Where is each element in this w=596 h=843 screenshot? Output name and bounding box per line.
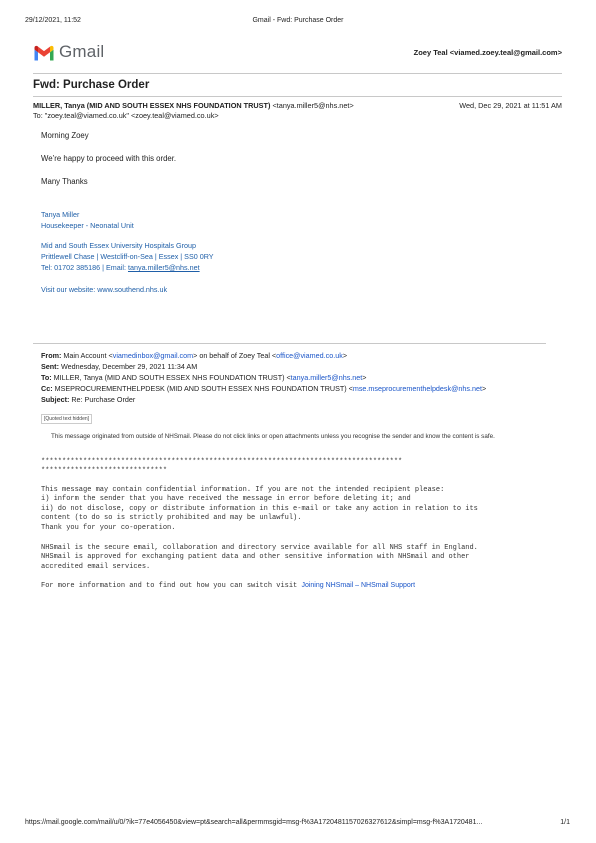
- divider: [33, 73, 562, 74]
- quoted-text-toggle[interactable]: [Quoted text hidden]: [41, 414, 92, 424]
- disclaimer-more-info: [41, 581, 415, 591]
- fwd-from-mid: > on behalf of Zoey Teal <: [193, 351, 277, 360]
- divider: [33, 96, 562, 97]
- fwd-from-label: From:: [41, 351, 62, 360]
- sender-email: <tanya.miller5@nhs.net>: [272, 101, 354, 110]
- message-date: Wed, Dec 29, 2021 at 11:51 AM: [459, 101, 562, 110]
- fwd-sent-value: Wednesday, December 29, 2021 11:34 AM: [60, 362, 198, 371]
- fwd-to-end: >: [362, 373, 367, 382]
- fwd-cc: [41, 384, 486, 393]
- body-line: We’re happy to proceed with this order.: [41, 154, 177, 163]
- disclaimer-stars: **************************************************************************************: [41, 458, 403, 466]
- signature-website[interactable]: Visit our website: www.southend.nhs.uk: [41, 285, 168, 294]
- body-greeting: Morning Zoey: [41, 131, 89, 140]
- signature-contact: [41, 263, 200, 272]
- fwd-from-email2-link[interactable]: office@viamed.co.uk: [276, 351, 343, 360]
- fwd-from-email-link[interactable]: viamedinbox@gmail.com: [112, 351, 194, 360]
- fwd-subject-label: Subject:: [41, 395, 70, 404]
- nhsmail-support-link[interactable]: Joining NHSmail – NHSmail Support: [301, 582, 416, 589]
- fwd-sent: [41, 362, 197, 371]
- fwd-to-email-link[interactable]: tanya.miller5@nhs.net: [290, 373, 363, 382]
- divider: [33, 343, 546, 344]
- message-sender: [33, 101, 354, 110]
- fwd-to: [41, 373, 367, 382]
- gmail-m-icon: [33, 44, 55, 61]
- fwd-cc-end: >: [482, 384, 487, 393]
- signature-tel: Tel: 01702 385186 | Email:: [41, 263, 128, 272]
- fwd-sent-label: Sent:: [41, 362, 59, 371]
- fwd-subject: [41, 395, 135, 404]
- signature-name: Tanya Miller: [41, 210, 80, 219]
- fwd-subject-value: Re: Purchase Order: [71, 395, 136, 404]
- disclaimer-nhsmail: NHSmail is the secure email, collaboration and directory service available for all NHS staff in England. NHSmail is approved for exchanging patient data and other sensitive information with NHSmail and other accredited email services.: [41, 544, 478, 571]
- fwd-from-text: Main Account <: [63, 351, 113, 360]
- external-warning: This message originated from outside of NHSmail. Please do not click links or open attachments unless you recognise the sender and know the content is safe.: [51, 433, 495, 440]
- signature-role: Housekeeper - Neonatal Unit: [41, 221, 134, 230]
- fwd-to-name: MILLER, Tanya (MID AND SOUTH ESSEX NHS FOUNDATION TRUST) <: [53, 373, 291, 382]
- fwd-cc-label: Cc:: [41, 384, 53, 393]
- gmail-wordmark: Gmail: [59, 42, 105, 61]
- print-datetime: 29/12/2021, 11:52: [25, 17, 81, 24]
- gmail-logo[interactable]: [33, 42, 104, 62]
- fwd-cc-email-link[interactable]: mse.mseprocurementhelpdesk@nhs.net: [352, 384, 482, 393]
- signature-email-link[interactable]: tanya.miller5@nhs.net: [127, 263, 200, 272]
- print-title: Gmail - Fwd: Purchase Order: [252, 17, 344, 24]
- disclaimer-confidential: This message may contain confidential information. If you are not the intended recipient please: i) inform the sender that you have received the message in error before deleting it; and ii) do not disclose, copy or distribute information in this e-mail or take any action in relation to its content (to do so is strictly prohibited and may be unlawful). Thank you for your co-operation.: [41, 486, 478, 532]
- account-label: Zoey Teal <viamed.zoey.teal@gmail.com>: [413, 48, 562, 57]
- thread-subject: Fwd: Purchase Order: [33, 79, 150, 91]
- print-url: https://mail.google.com/mail/u/0/?ik=77e4056450&view=pt&search=all&permmsgid=msg-f%3A1720481157026327612&simpl=msg-f%3A1720481...: [25, 819, 483, 826]
- sender-name: MILLER, Tanya (MID AND SOUTH ESSEX NHS FOUNDATION TRUST): [33, 101, 271, 110]
- fwd-cc-name: MSEPROCUREMENTHELPDESK (MID AND SOUTH ESSEX NHS FOUNDATION TRUST) <: [54, 384, 353, 393]
- signature-address: Prittlewell Chase | Westcliff-on-Sea | Essex | SS0 0RY: [41, 252, 214, 261]
- disclaimer-more-info-text: For more information and to find out how you can switch visit: [41, 582, 302, 590]
- signature-org: Mid and South Essex University Hospitals Group: [41, 241, 196, 250]
- disclaimer-stars: ******************************: [41, 467, 168, 475]
- fwd-from: [41, 351, 347, 360]
- message-recipients: To: "zoey.teal@viamed.co.uk" <zoey.teal@viamed.co.uk>: [33, 111, 219, 120]
- body-closing: Many Thanks: [41, 177, 88, 186]
- fwd-from-end: >: [342, 351, 348, 360]
- print-page-number: 1/1: [560, 819, 570, 826]
- fwd-to-label: To:: [41, 373, 52, 382]
